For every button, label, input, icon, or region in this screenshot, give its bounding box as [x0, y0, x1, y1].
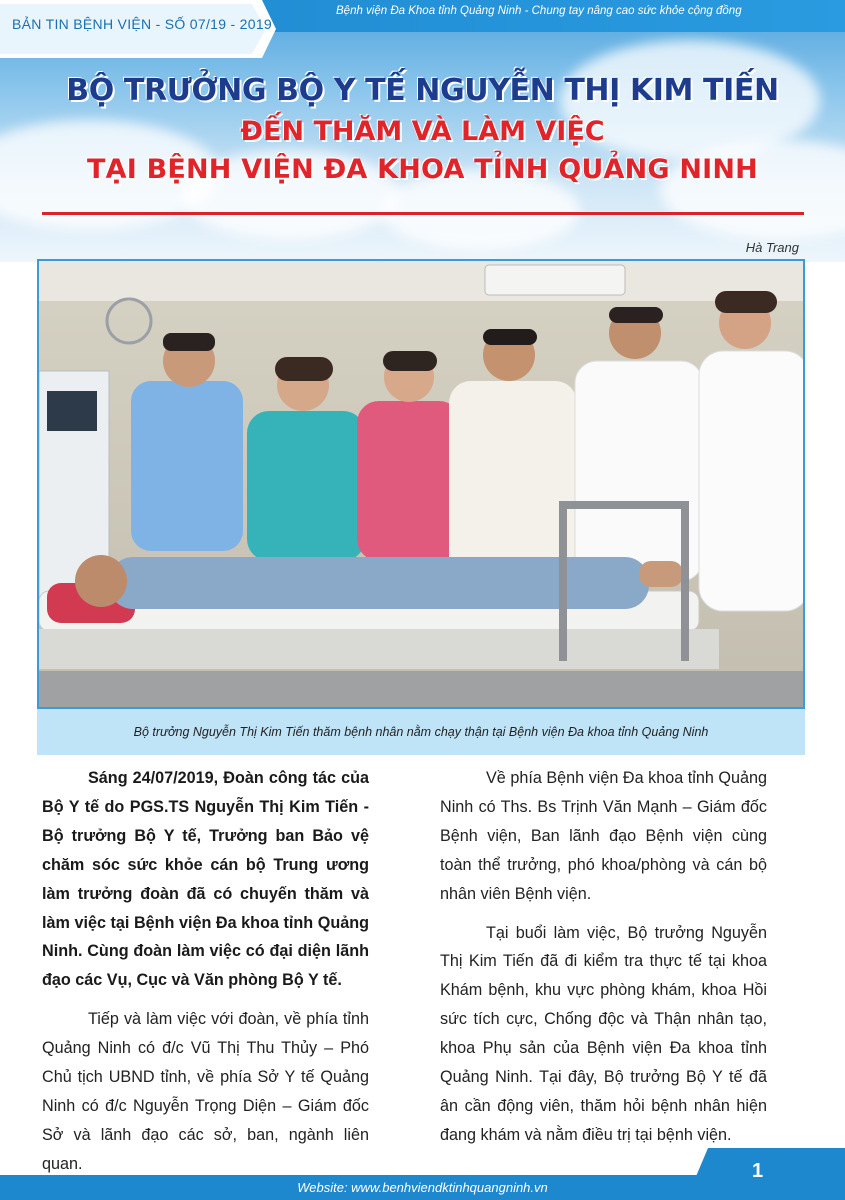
article-photo	[37, 259, 805, 709]
title-divider	[42, 212, 804, 215]
author-byline: Hà Trang	[745, 240, 799, 255]
article-column-right	[440, 764, 767, 1160]
body-paragraph: Về phía Bệnh viện Đa khoa tỉnh Quảng Ninh có Ths. Bs Trịnh Văn Mạnh – Giám đốc Bệnh viện, Ban lãnh đạo Bệnh viện cùng toàn thể trưởng, phó khoa/phòng và cán bộ nhân viên Bệnh viện.	[440, 769, 767, 903]
article-column-left	[42, 764, 369, 1189]
title-line-2: ĐẾN THĂM VÀ LÀM VIỆC	[240, 116, 605, 147]
website-link[interactable]: Website: www.benhviendktinhquangninh.vn	[297, 1180, 548, 1195]
page-number: 1	[752, 1160, 764, 1182]
title-line-3: TẠI BỆNH VIỆN ĐA KHOA TỈNH QUẢNG NINH	[87, 153, 758, 185]
issue-label: BẢN TIN BỆNH VIỆN - SỐ 07/19 - 2019	[12, 16, 273, 32]
article-title	[0, 74, 845, 184]
photo-caption-box	[37, 709, 805, 755]
lead-paragraph: Sáng 24/07/2019, Đoàn công tác của Bộ Y tế do PGS.TS Nguyễn Thị Kim Tiến - Bộ trưởng Bộ Y tế, Trưởng ban Bảo vệ chăm sóc sức khỏe cán bộ Trung ương làm trưởng đoàn đã có chuyến thăm và làm việc tại Bệnh viện Đa khoa tỉnh Quảng Ninh. Cùng đoàn làm việc có đại diện lãnh đạo các Vụ, Cục và Văn phòng Bộ Y tế.	[42, 769, 369, 990]
header-slogan: Bệnh viện Đa Khoa tỉnh Quảng Ninh - Chung tay nâng cao sức khỏe cộng đồng	[336, 5, 742, 17]
title-line-1: BỘ TRƯỞNG BỘ Y TẾ NGUYỄN THỊ KIM TIẾN	[66, 73, 779, 108]
body-paragraph: Tiếp và làm việc với đoàn, về phía tỉnh Quảng Ninh có đ/c Vũ Thị Thu Thủy – Phó Chủ tịch UBND tỉnh, về phía Sở Y tế Quảng Ninh có đ/c Nguyễn Trọng Diện – Giám đốc Sở và lãnh đạo các sở, ban, ngành liên quan.	[42, 1010, 369, 1173]
body-paragraph: Tại buổi làm việc, Bộ trưởng Nguyễn Thị Kim Tiến đã đi kiểm tra thực tế tại khoa Khám bệnh, khu vực phòng khám, khoa Hồi sức tích cực, Chống độc và Thận nhân tạo, khoa Phụ sản của Bệnh viện Đa khoa tỉnh Quảng Ninh. Tại đây, Bộ trưởng Bộ Y tế đã ân cần động viên, thăm hỏi bệnh nhân hiện đang khám và nằm điều trị tại bệnh viện.	[440, 923, 767, 1144]
photo-caption: Bộ trưởng Nguyễn Thị Kim Tiến thăm bệnh nhân nằm chạy thận tại Bệnh viện Đa khoa tỉnh Quảng Ninh	[133, 725, 709, 739]
